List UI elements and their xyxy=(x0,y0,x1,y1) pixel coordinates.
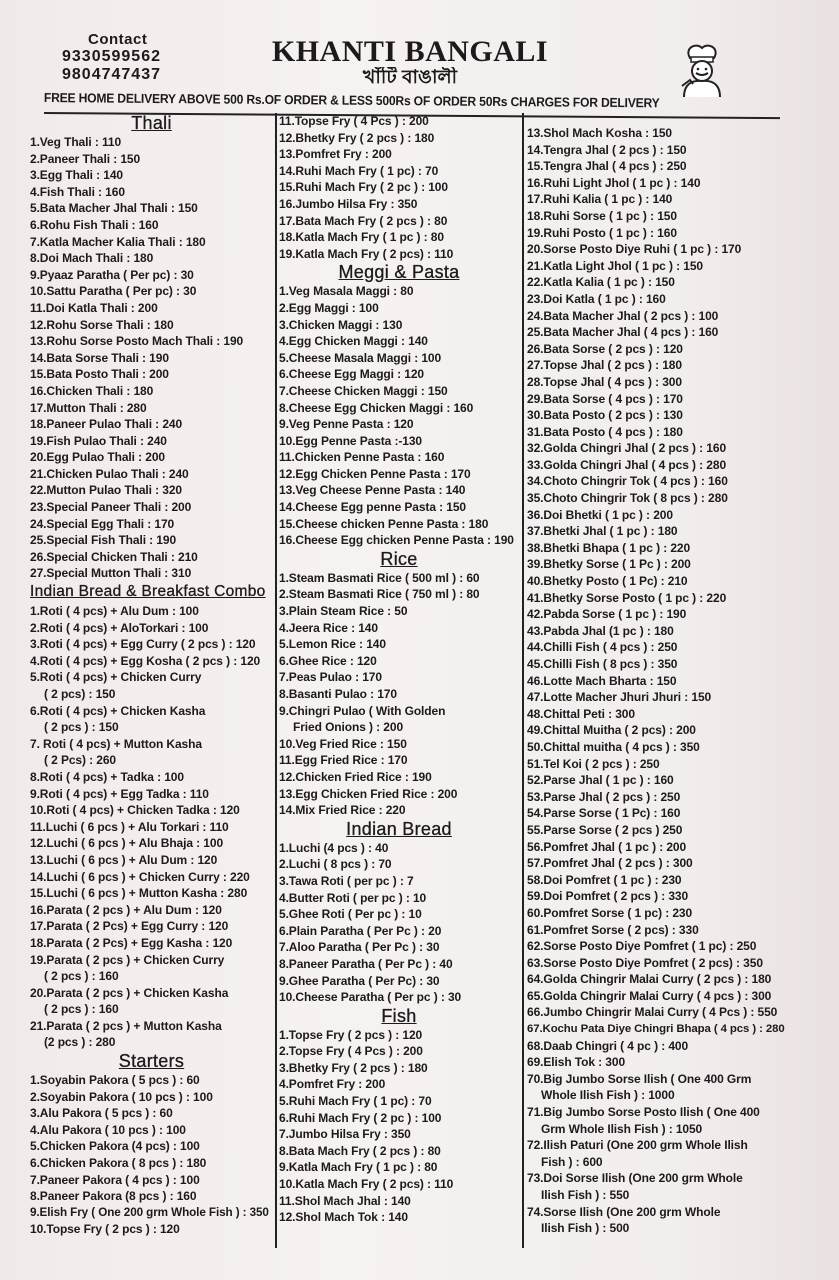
section-heading: Fish xyxy=(381,1005,417,1026)
menu-item: 24.Bata Macher Jhal ( 2 pcs ) : 100 xyxy=(527,308,719,323)
menu-item: 47.Lotte Macher Jhuri Jhuri : 150 xyxy=(527,690,712,705)
menu-item-continuation: ( 2 pcs ) : 160 xyxy=(44,969,119,984)
section-heading: Meggi & Pasta xyxy=(338,262,460,283)
menu-item: 1.Steam Basmati Rice ( 500 ml ) : 60 xyxy=(279,570,480,585)
restaurant-name-bengali: খাঁটি বাঙালী xyxy=(362,67,458,88)
menu-item: 10.Veg Fried Rice : 150 xyxy=(279,736,407,751)
menu-item: 1.Soyabin Pakora ( 5 pcs ) : 60 xyxy=(30,1073,200,1088)
menu-item: 4.Butter Roti ( per pc ) : 10 xyxy=(279,890,427,905)
menu-item: 2.Egg Maggi : 100 xyxy=(279,300,379,315)
menu-item: 14.Bata Sorse Thali : 190 xyxy=(30,350,169,365)
menu-item: 69.Elish Tok : 300 xyxy=(527,1055,626,1070)
menu-item: 14.Tengra Jhal ( 2 pcs ) : 150 xyxy=(527,142,687,157)
menu-item: 4.Roti ( 4 pcs) + Egg Kosha ( 2 pcs ) : 120 xyxy=(30,653,261,668)
menu-item: 2.Steam Basmati Rice ( 750 ml ) : 80 xyxy=(279,587,480,602)
menu-item: 17.Bata Mach Fry ( 2 pcs ) : 80 xyxy=(279,213,448,228)
menu-item-name: 6.Roti ( 4 pcs) + Chicken Kasha xyxy=(30,703,206,718)
column-divider xyxy=(275,113,277,1248)
menu-section xyxy=(30,113,273,582)
menu-item: 21.Chicken Pulao Thali : 240 xyxy=(30,466,189,481)
menu-item: 66.Jumbo Chingrir Malai Curry ( 4 Pcs ) : 550 xyxy=(527,1005,778,1020)
menu-item: 58.Doi Pomfret ( 1 pc ) : 230 xyxy=(527,872,682,887)
menu-item-name: 7. Roti ( 4 pcs) + Mutton Kasha xyxy=(30,736,202,751)
menu-item: 43.Pabda Jhal (1 pc ) : 180 xyxy=(527,623,674,638)
menu-item: 27.Topse Jhal ( 2 pcs ) : 180 xyxy=(527,358,682,373)
menu-item-continuation: ( 2 Pcs) : 260 xyxy=(44,753,116,768)
menu-item: 16.Jumbo Hilsa Fry : 350 xyxy=(279,196,418,211)
menu-item: 13.Egg Chicken Fried Rice : 200 xyxy=(279,786,458,801)
menu-item: 41.Bhetky Sorse Posto ( 1 pc ) : 220 xyxy=(527,590,727,605)
menu-item-name: 21.Parata ( 2 pcs ) + Mutton Kasha xyxy=(30,1018,222,1033)
menu-item: 16.Parata ( 2 pcs ) + Alu Dum : 120 xyxy=(30,902,222,917)
menu-item: 9.Ghee Paratha ( Per Pc) : 30 xyxy=(279,973,440,988)
menu-item: 16.Ruhi Light Jhol ( 1 pc ) : 140 xyxy=(527,175,701,190)
menu-item: 19.Fish Pulao Thali : 240 xyxy=(30,433,167,448)
menu-item: 12.Rohu Sorse Thali : 180 xyxy=(30,317,174,332)
menu-item: 67.Kochu Pata Diye Chingri Bhapa ( 4 pcs ) : 280 xyxy=(527,1023,785,1036)
menu-item: 5.Cheese Masala Maggi : 100 xyxy=(279,350,442,365)
menu-item: 17.Parata ( 2 Pcs) + Egg Curry : 120 xyxy=(30,919,229,934)
menu-item: 9.Pyaaz Paratha ( Per pc) : 30 xyxy=(30,267,194,282)
menu-item: 2.Topse Fry ( 4 Pcs ) : 200 xyxy=(279,1044,423,1059)
menu-item xyxy=(30,736,273,769)
menu-item: 17.Mutton Thali : 280 xyxy=(30,400,147,415)
menu-item xyxy=(527,1170,789,1203)
menu-item xyxy=(30,952,273,985)
menu-item-continuation: Grm Whole Ilish Fish ) : 1050 xyxy=(541,1121,703,1136)
menu-item: 10.Katla Mach Fry ( 2 pcs) : 110 xyxy=(279,1177,454,1192)
menu-item: 7.Jumbo Hilsa Fry : 350 xyxy=(279,1127,411,1142)
menu-item: 4.Pomfret Fry : 200 xyxy=(279,1077,386,1092)
menu-item: 15.Ruhi Mach Fry ( 2 pc ) : 100 xyxy=(279,180,448,195)
menu-item: 13.Pomfret Fry : 200 xyxy=(279,147,392,162)
delivery-note: FREE HOME DELIVERY ABOVE 500 Rs.OF ORDER & LESS 500Rs OF ORDER 50Rs CHARGES FOR DELIVERY xyxy=(43,90,660,111)
menu-item: 36.Doi Bhetki ( 1 pc ) : 200 xyxy=(527,507,673,522)
menu-item: 3.Plain Steam Rice : 50 xyxy=(279,604,408,619)
menu-item: 6.Cheese Egg Maggi : 120 xyxy=(279,367,424,382)
menu-item: 13.Shol Mach Kosha : 150 xyxy=(527,126,672,140)
menu-item: 14.Cheese Egg penne Pasta : 150 xyxy=(279,500,466,515)
menu-item: 23.Doi Katla ( 1 pc ) : 160 xyxy=(527,291,666,306)
menu-item: 5.Ruhi Mach Fry ( 1 pc) : 70 xyxy=(279,1094,432,1109)
menu-item: 9.Roti ( 4 pcs) + Egg Tadka : 110 xyxy=(30,786,209,801)
menu-item: 29.Bata Sorse ( 4 pcs ) : 170 xyxy=(527,391,683,406)
menu-item: 12.Chicken Fried Rice : 190 xyxy=(279,769,432,784)
menu-item: 25.Special Fish Thali : 190 xyxy=(30,533,177,548)
menu-item: 59.Doi Pomfret ( 2 pcs ) : 330 xyxy=(527,889,689,904)
menu-item: 13.Veg Cheese Penne Pasta : 140 xyxy=(279,483,466,498)
menu-item: 38.Bhetki Bhapa ( 1 pc ) : 220 xyxy=(527,540,691,555)
menu-item: 6.Rohu Fish Thali : 160 xyxy=(30,217,159,232)
menu-item: 10.Egg Penne Pasta :-130 xyxy=(279,433,422,448)
menu-item: 15.Luchi ( 6 pcs ) + Mutton Kasha : 280 xyxy=(30,886,248,901)
menu-section xyxy=(30,582,273,1051)
menu-item: 8.Paneer Paratha ( Per Pc ) : 40 xyxy=(279,956,453,971)
menu-item: 5.Ghee Roti ( Per pc ) : 10 xyxy=(279,907,422,922)
menu-item-name: 19.Parata ( 2 pcs ) + Chicken Curry xyxy=(30,952,225,967)
menu-item: 8.Doi Mach Thali : 180 xyxy=(30,251,154,266)
menu-item: 2.Soyabin Pakora ( 10 pcs ) : 100 xyxy=(30,1089,213,1104)
section-heading: Indian Bread & Breakfast Combo xyxy=(30,583,266,601)
menu-item: 56.Pomfret Jhal ( 1 pc ) : 200 xyxy=(527,839,687,854)
chef-icon xyxy=(676,42,728,98)
menu-item: 1.Veg Masala Maggi : 80 xyxy=(279,284,414,299)
menu-item: 39.Bhetky Sorse ( 1 Pc ) : 200 xyxy=(527,557,691,572)
menu-item-name: 5.Roti ( 4 pcs) + Chicken Curry xyxy=(30,670,202,685)
restaurant-name: KHANTI BANGALI xyxy=(271,35,549,68)
phone-number[interactable]: 9330599562 xyxy=(62,48,161,65)
menu-item: 5.Chicken Pakora (4 pcs) : 100 xyxy=(30,1139,200,1154)
menu-item: 34.Choto Chingrir Tok ( 4 pcs ) : 160 xyxy=(527,474,728,489)
menu-item: 15.Tengra Jhal ( 4 pcs ) : 250 xyxy=(527,159,687,174)
menu-item: 18.Katla Mach Fry ( 1 pc ) : 80 xyxy=(279,230,444,245)
menu-item: 40.Bhetky Posto ( 1 Pc) : 210 xyxy=(527,574,688,589)
menu-item: 21.Katla Light Jhol ( 1 pc ) : 150 xyxy=(527,258,703,273)
menu-item: 12.Bhetky Fry ( 2 pcs ) : 180 xyxy=(279,130,435,145)
menu-item xyxy=(527,1104,789,1137)
menu-item: 55.Parse Sorse ( 2 pcs ) 250 xyxy=(527,822,683,837)
menu-item: 6.Ruhi Mach Fry ( 2 pc ) : 100 xyxy=(279,1110,442,1125)
menu-item-name: 20.Parata ( 2 pcs ) + Chicken Kasha xyxy=(30,985,229,1000)
menu-item: 1.Veg Thali : 110 xyxy=(30,135,122,149)
menu-item: 3.Chicken Maggi : 130 xyxy=(279,317,403,332)
menu-item: 60.Pomfret Sorse ( 1 pc) : 230 xyxy=(527,905,693,920)
menu-item: 14.Luchi ( 6 pcs ) + Chicken Curry : 220 xyxy=(30,869,250,884)
menu-item: 50.Chittal muitha ( 4 pcs ) : 350 xyxy=(527,739,700,754)
menu-item: 22.Katla Kalia ( 1 pc ) : 150 xyxy=(527,275,675,290)
menu-item: 4.Egg Chicken Maggi : 140 xyxy=(279,334,428,349)
menu-item: 8.Basanti Pulao : 170 xyxy=(279,687,397,701)
menu-item-continuation: Ilish Fish ) : 500 xyxy=(541,1221,630,1236)
menu-item: 3.Alu Pakora ( 5 pcs ) : 60 xyxy=(30,1106,173,1121)
menu-item: 28.Topse Jhal ( 4 pcs ) : 300 xyxy=(527,374,682,389)
menu-section xyxy=(279,262,519,549)
menu-item: 7.Peas Pulao : 170 xyxy=(279,670,382,685)
menu-item: 8.Roti ( 4 pcs) + Tadka : 100 xyxy=(30,769,184,784)
menu-item: 1.Topse Fry ( 2 pcs ) : 120 xyxy=(279,1027,423,1042)
menu-item: 3.Bhetky Fry ( 2 pcs ) : 180 xyxy=(279,1060,428,1075)
menu-item: 46.Lotte Mach Bharta : 150 xyxy=(527,673,677,688)
menu-item xyxy=(30,1018,273,1051)
menu-item-continuation: Ilish Fish ) : 550 xyxy=(541,1188,630,1202)
menu-item: 16.Chicken Thali : 180 xyxy=(30,383,154,398)
menu-item: 10.Roti ( 4 pcs) + Chicken Tadka : 120 xyxy=(30,803,240,818)
menu-item: 2.Roti ( 4 pcs) + AloTorkari : 100 xyxy=(30,620,209,635)
menu-item: 1.Luchi (4 pcs ) : 40 xyxy=(279,840,389,855)
contact-label: Contact xyxy=(88,31,148,48)
menu-item: 5.Lemon Rice : 140 xyxy=(279,637,386,652)
menu-item: 31.Bata Posto ( 4 pcs ) : 180 xyxy=(527,424,683,439)
menu-column-3 xyxy=(527,113,789,1237)
menu-item: 8.Paneer Pakora (8 pcs ) : 160 xyxy=(30,1189,197,1204)
menu-item: 23.Special Paneer Thali : 200 xyxy=(30,500,192,515)
menu-item: 3.Egg Thali : 140 xyxy=(30,168,123,183)
menu-item-continuation: ( 2 pcs ) : 150 xyxy=(44,720,119,735)
menu-item: 42.Pabda Sorse ( 1 pc ) : 190 xyxy=(527,607,687,622)
section-heading: Indian Bread xyxy=(346,818,452,839)
menu-section xyxy=(279,819,519,1006)
menu-item: 22.Mutton Pulao Thali : 320 xyxy=(30,483,182,498)
menu-section xyxy=(279,1006,519,1226)
menu-item: 6.Plain Paratha ( Per Pc ) : 20 xyxy=(279,923,442,938)
menu-item: 45.Chilli Fish ( 8 pcs ) : 350 xyxy=(527,657,678,671)
menu-item: 24.Special Egg Thali : 170 xyxy=(30,516,175,531)
menu-item: 6.Ghee Rice : 120 xyxy=(279,653,377,668)
menu-item-continuation: ( 2 pcs ) : 160 xyxy=(44,1002,119,1017)
menu-item: 9.Elish Fry ( One 200 grm Whole Fish ) : 350 xyxy=(30,1205,269,1219)
phone-number[interactable]: 9804747437 xyxy=(62,66,161,83)
menu-item: 18.Paneer Pulao Thali : 240 xyxy=(30,417,183,432)
menu-item xyxy=(527,1137,789,1170)
menu-item: 61.Pomfret Sorse ( 2 pcs) : 330 xyxy=(527,922,699,937)
menu-item: 10.Cheese Paratha ( Per pc ) : 30 xyxy=(279,990,462,1005)
menu-item: 65.Golda Chingrir Malai Curry ( 4 pcs ) : 300 xyxy=(527,988,772,1003)
menu-item: 54.Parse Sorse ( 1 Pc) : 160 xyxy=(527,806,681,821)
menu-item: 9.Veg Penne Pasta : 120 xyxy=(279,417,414,432)
menu-item: 9.Katla Mach Fry ( 1 pc ) : 80 xyxy=(279,1160,438,1175)
menu-item: 20.Sorse Posto Diye Ruhi ( 1 pc ) : 170 xyxy=(527,242,742,257)
menu-item: 68.Daab Chingri ( 4 pc ) : 400 xyxy=(527,1038,689,1053)
menu-item: 13.Luchi ( 6 pcs ) + Alu Dum : 120 xyxy=(30,852,218,867)
menu-item: 48.Chittal Peti : 300 xyxy=(527,706,635,721)
menu-item: 4.Jeera Rice : 140 xyxy=(279,620,378,635)
menu-item: 18.Parata ( 2 Pcs) + Egg Kasha : 120 xyxy=(30,935,233,950)
menu-item xyxy=(527,1204,789,1237)
menu-item-name: 74.Sorse Ilish (One 200 grm Whole xyxy=(527,1204,721,1219)
menu-item: 14.Ruhi Mach Fry ( 1 pc) : 70 xyxy=(279,163,439,178)
menu-item: 51.Tel Koi ( 2 pcs ) : 250 xyxy=(527,756,660,771)
section-heading: Rice xyxy=(380,548,418,569)
menu-item: 17.Ruhi Kalia ( 1 pc ) : 140 xyxy=(527,192,673,207)
menu-item: 11.Egg Fried Rice : 170 xyxy=(279,753,408,768)
menu-item: 7.Paneer Pakora ( 4 pcs ) : 100 xyxy=(30,1172,200,1187)
menu-item: 26.Bata Sorse ( 2 pcs ) : 120 xyxy=(527,341,683,356)
menu-item: 3.Roti ( 4 pcs) + Egg Curry ( 2 pcs ) : 120 xyxy=(30,637,256,652)
menu-item-continuation: (2 pcs ) : 280 xyxy=(44,1035,116,1050)
column-divider xyxy=(522,113,524,1248)
menu-item: 3.Tawa Roti ( per pc ) : 7 xyxy=(279,873,414,888)
menu-item: 11.Luchi ( 6 pcs ) + Alu Torkari : 110 xyxy=(30,819,229,834)
menu-item: 44.Chilli Fish ( 4 pcs ) : 250 xyxy=(527,640,678,655)
menu-item: 4.Alu Pakora ( 10 pcs ) : 100 xyxy=(30,1122,186,1137)
menu-item: 16.Cheese Egg chicken Penne Pasta : 190 xyxy=(279,533,514,548)
menu-item: 25.Bata Macher Jhal ( 4 pcs ) : 160 xyxy=(527,325,719,340)
menu-item: 12.Egg Chicken Penne Pasta : 170 xyxy=(279,466,471,481)
menu-item: 11.Topse Fry ( 4 Pcs ) : 200 xyxy=(279,114,429,128)
menu-item: 10.Sattu Paratha ( Per pc) : 30 xyxy=(30,284,197,299)
menu-item: 27.Special Mutton Thali : 310 xyxy=(30,566,192,581)
menu-section xyxy=(279,549,519,819)
menu-item: 13.Rohu Sorse Posto Mach Thali : 190 xyxy=(30,334,244,349)
menu-item: 14.Mix Fried Rice : 220 xyxy=(279,803,406,818)
menu-item: 32.Golda Chingri Jhal ( 2 pcs ) : 160 xyxy=(527,441,727,456)
menu-item: 30.Bata Posto ( 2 pcs ) : 130 xyxy=(527,408,683,423)
menu-item-name: 9.Chingri Pulao ( With Golden xyxy=(279,703,446,718)
menu-item: 12.Shol Mach Tok : 140 xyxy=(279,1210,408,1225)
menu-item: 35.Choto Chingrir Tok ( 8 pcs ) : 280 xyxy=(527,491,728,506)
menu-item: 8.Cheese Egg Chicken Maggi : 160 xyxy=(279,400,474,415)
menu-item xyxy=(527,1071,789,1104)
menu-item: 37.Bhetki Jhal ( 1 pc ) : 180 xyxy=(527,524,678,539)
menu-section xyxy=(30,1051,273,1238)
menu-item: 57.Pomfret Jhal ( 2 pcs ) : 300 xyxy=(527,856,693,871)
menu-item: 19.Katla Mach Fry ( 2 pcs) : 110 xyxy=(279,246,454,261)
menu-item: 64.Golda Chingrir Malai Curry ( 2 pcs ) : 180 xyxy=(527,972,772,987)
menu-item-name: 72.Ilish Paturi (One 200 grm Whole Ilish xyxy=(527,1138,748,1153)
menu-item: 33.Golda Chingri Jhal ( 4 pcs ) : 280 xyxy=(527,457,727,472)
menu-item-continuation: ( 2 pcs) : 150 xyxy=(44,687,116,701)
menu-column-1 xyxy=(30,113,273,1238)
menu-item: 11.Shol Mach Jhal : 140 xyxy=(279,1193,411,1208)
menu-item xyxy=(279,703,519,736)
menu-item: 2.Paneer Thali : 150 xyxy=(30,151,141,166)
menu-item: 11.Chicken Penne Pasta : 160 xyxy=(279,450,445,465)
menu-item: 18.Ruhi Sorse ( 1 pc ) : 150 xyxy=(527,208,677,223)
menu-item: 20.Egg Pulao Thali : 200 xyxy=(30,450,165,465)
menu-column-2 xyxy=(279,113,519,1226)
menu-item: 2.Luchi ( 8 pcs ) : 70 xyxy=(279,857,392,872)
menu-item xyxy=(30,703,273,736)
menu-item: 10.Topse Fry ( 2 pcs ) : 120 xyxy=(30,1222,180,1237)
menu-section xyxy=(527,125,789,1237)
section-heading: Thali xyxy=(131,113,172,133)
menu-item: 1.Roti ( 4 pcs) + Alu Dum : 100 xyxy=(30,604,199,619)
menu-item: 49.Chittal Muitha ( 2 pcs) : 200 xyxy=(527,723,696,738)
menu-item: 7.Cheese Chicken Maggi : 150 xyxy=(279,383,448,398)
menu-item: 4.Fish Thali : 160 xyxy=(30,184,125,199)
menu-item-name: 70.Big Jumbo Sorse Ilish ( One 400 Grm xyxy=(527,1071,752,1086)
menu-item: 7.Katla Macher Kalia Thali : 180 xyxy=(30,234,206,249)
menu-item-continuation: Whole Ilish Fish ) : 1000 xyxy=(541,1088,675,1103)
menu-item: 26.Special Chicken Thali : 210 xyxy=(30,549,198,564)
contact-block xyxy=(62,31,161,84)
menu-item: 8.Bata Mach Fry ( 2 pcs ) : 80 xyxy=(279,1143,441,1158)
menu-item: 11.Doi Katla Thali : 200 xyxy=(30,300,158,315)
menu-item: 5.Bata Macher Jhal Thali : 150 xyxy=(30,201,198,216)
menu-item xyxy=(30,985,273,1018)
menu-item: 19.Ruhi Posto ( 1 pc ) : 160 xyxy=(527,225,677,240)
menu-item: 53.Parse Jhal ( 2 pcs ) : 250 xyxy=(527,789,681,804)
menu-item: 7.Aloo Paratha ( Per Pc ) : 30 xyxy=(279,940,440,955)
menu-item: 63.Sorse Posto Diye Pomfret ( 2 pcs) : 350 xyxy=(527,955,763,970)
menu-item: 52.Parse Jhal ( 1 pc ) : 160 xyxy=(527,773,674,788)
menu-item xyxy=(30,669,273,702)
menu-item-continuation: Fish ) : 600 xyxy=(541,1154,603,1169)
menu-section xyxy=(279,113,519,262)
section-heading: Starters xyxy=(118,1051,185,1072)
menu-item: 15.Cheese chicken Penne Pasta : 180 xyxy=(279,516,489,531)
menu-item: 62.Sorse Posto Diye Pomfret ( 1 pc) : 250 xyxy=(527,939,757,954)
menu-item: 12.Luchi ( 6 pcs ) + Alu Bhaja : 100 xyxy=(30,836,224,851)
menu-item-name: 73.Doi Sorse Ilish (One 200 grm Whole xyxy=(527,1171,743,1186)
menu-item: 6.Chicken Pakora ( 8 pcs ) : 180 xyxy=(30,1156,207,1171)
menu-item-continuation: Fried Onions ) : 200 xyxy=(293,720,404,735)
menu-item-name: 71.Big Jumbo Sorse Posto Ilish ( One 400 xyxy=(527,1105,760,1120)
menu-item: 15.Bata Posto Thali : 200 xyxy=(30,367,169,382)
